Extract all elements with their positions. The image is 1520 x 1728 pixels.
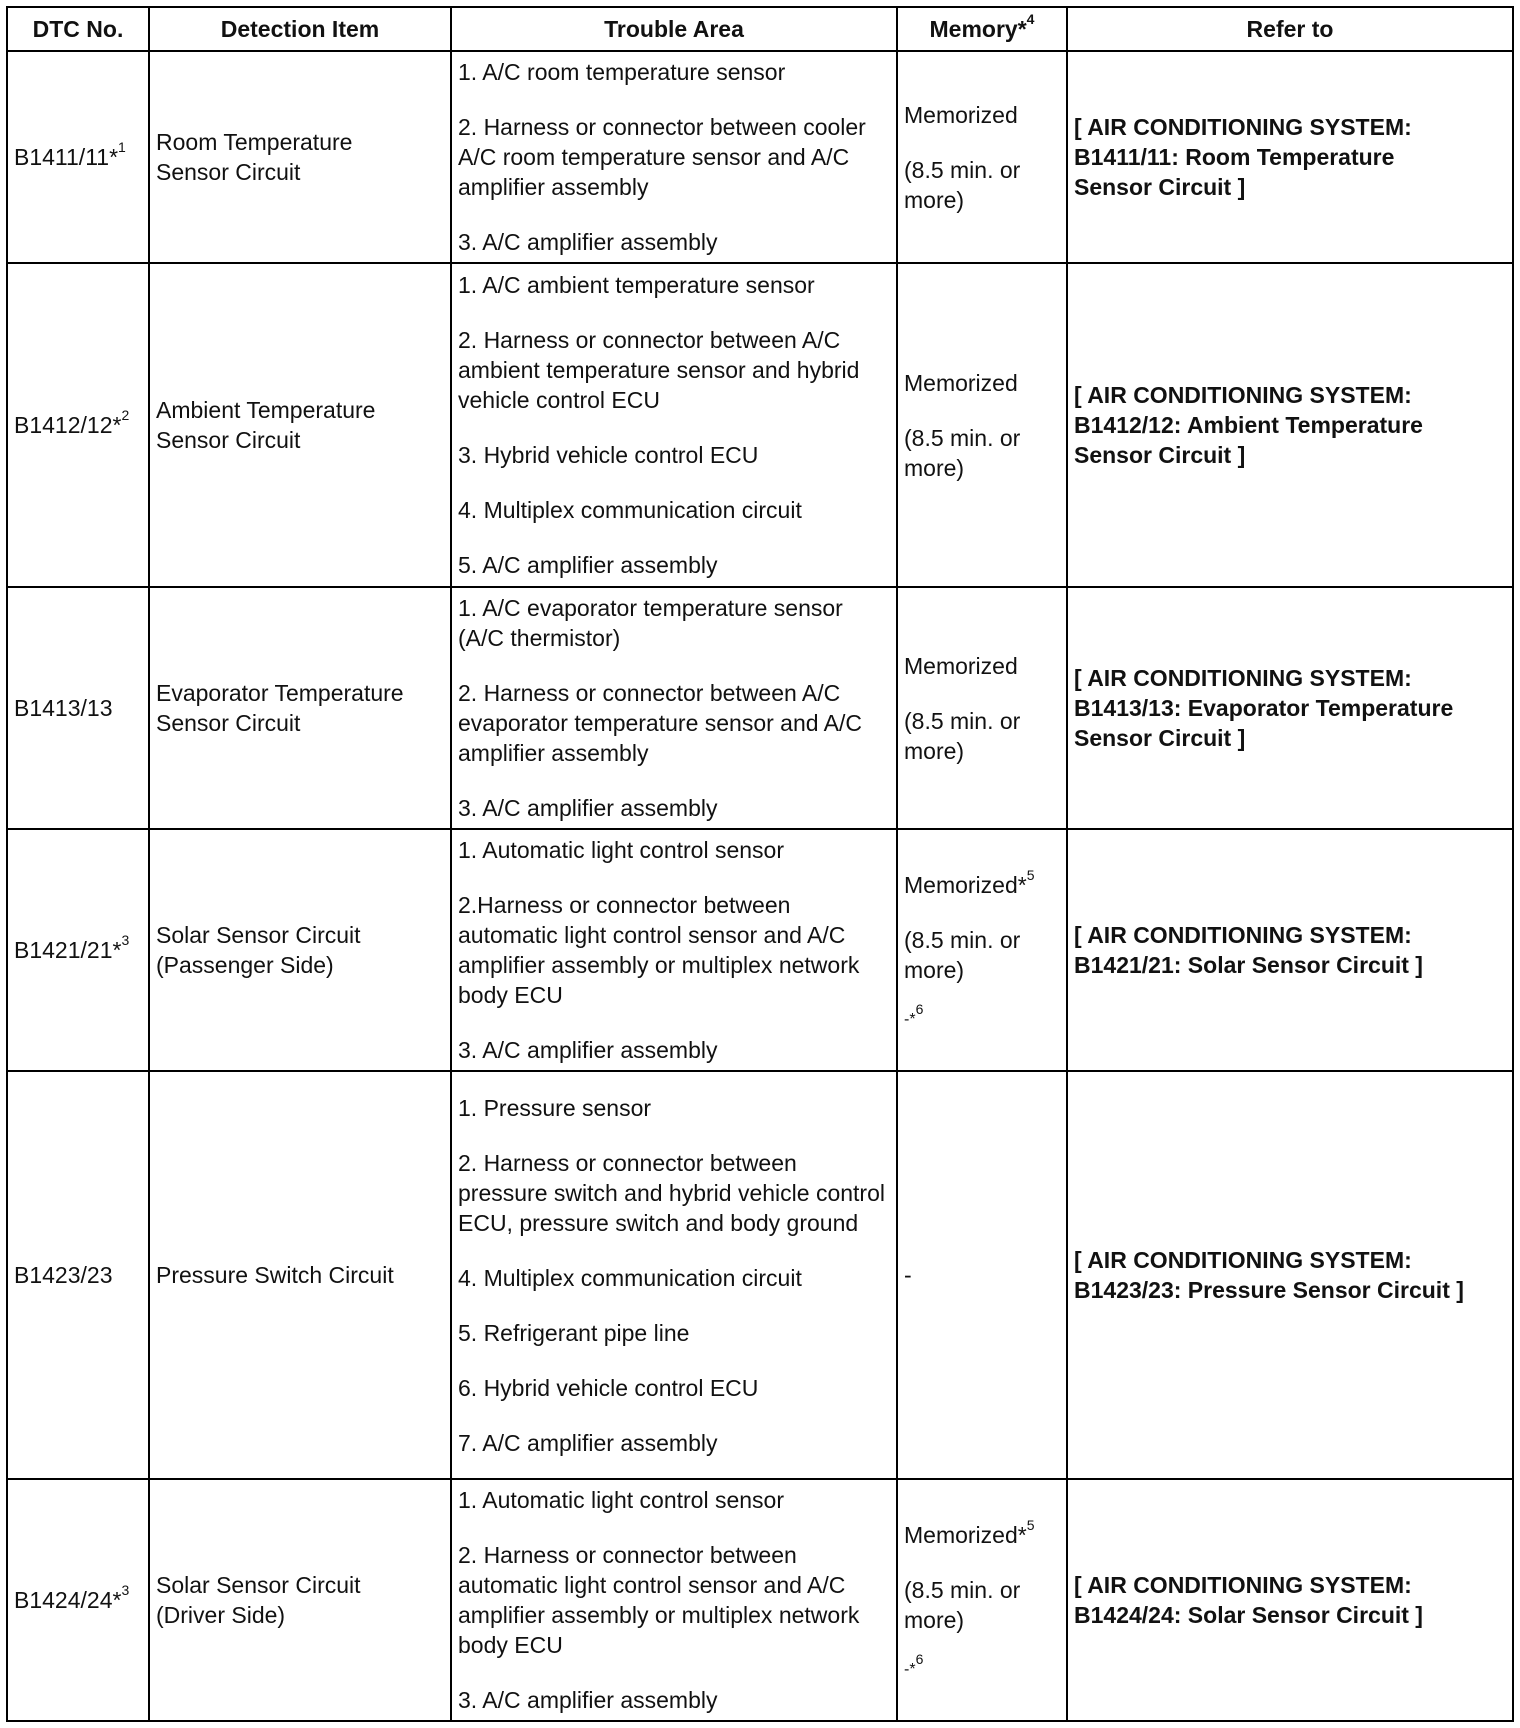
memory-cell (897, 1071, 1067, 1479)
trouble-item: 3. A/C amplifier assembly (458, 1037, 718, 1063)
trouble-item: 3. A/C amplifier assembly (458, 1687, 718, 1713)
dtc-number (7, 1479, 149, 1721)
trouble-item: 1. A/C room temperature sensor (458, 59, 786, 85)
memory-status: Memorized (904, 101, 1018, 128)
memory-footnote: 5 (1026, 1517, 1035, 1534)
dtc-footnote: 3 (121, 932, 130, 949)
memory-status: - (904, 1262, 912, 1288)
dtc-code: B1413/13 (14, 695, 113, 721)
trouble-area (451, 1479, 897, 1721)
header-memory-footnote: 4 (1026, 11, 1035, 28)
dtc-code: B1412/12* (14, 412, 122, 438)
refer-line: B1412/12: Ambient Temperature (1074, 412, 1423, 438)
dtc-footnote: 1 (118, 139, 126, 156)
detection-item (149, 1071, 451, 1479)
refer-line: Sensor Circuit ] (1074, 174, 1246, 200)
memory-cell (897, 587, 1067, 829)
table-row (7, 1479, 1513, 1721)
memory-status (904, 1517, 1060, 1550)
table-row (7, 829, 1513, 1071)
trouble-item: 2. Harness or connector between cooler A/C room temperature sensor and A/C amplifier assembly (458, 114, 866, 200)
dtc-number (7, 51, 149, 263)
trouble-item: 3. A/C amplifier assembly (458, 795, 718, 821)
trouble-item: 5. Refrigerant pipe line (458, 1319, 690, 1346)
trouble-area (451, 1071, 897, 1479)
detection-item (149, 829, 451, 1071)
header-dtc-no: DTC No. (7, 7, 149, 51)
memory-status: Memorized (904, 369, 1018, 396)
detection-item-line: (Driver Side) (156, 1602, 286, 1628)
trouble-area (451, 51, 897, 263)
trouble-item: 2. Harness or connector between A/C ambient temperature sensor and hybrid vehicle control ECU (458, 327, 860, 413)
memory-extra (904, 1650, 1060, 1680)
memory-cell (897, 1479, 1067, 1721)
detection-item-line: Pressure Switch Circuit (156, 1262, 394, 1288)
refer-to-link[interactable] (1067, 1479, 1513, 1721)
refer-line: B1424/24: Solar Sensor Circuit ] (1074, 1602, 1423, 1628)
dtc-code: B1421/21* (14, 937, 122, 963)
table-row (7, 1071, 1513, 1479)
memory-status-text: Memorized* (904, 872, 1027, 898)
trouble-item: 2.Harness or connector between automatic light control sensor and A/C amplifier assembly or multiplex network body ECU (458, 892, 860, 1008)
trouble-item: 3. A/C amplifier assembly (458, 229, 718, 255)
memory-status: Memorized (904, 652, 1018, 679)
trouble-item: 1. A/C evaporator temperature sensor (A/C thermistor) (458, 595, 843, 651)
detection-item-line: Solar Sensor Circuit (156, 922, 361, 948)
memory-extra-text: -* (904, 1661, 916, 1678)
table-row (7, 51, 1513, 263)
trouble-item: 7. A/C amplifier assembly (458, 1429, 718, 1456)
detection-item-line: Sensor Circuit (156, 159, 301, 185)
trouble-item: 2. Harness or connector between A/C evaporator temperature sensor and A/C amplifier assembly (458, 680, 863, 766)
dtc-number (7, 263, 149, 587)
refer-to-link[interactable] (1067, 587, 1513, 829)
refer-line: Sensor Circuit ] (1074, 442, 1246, 468)
memory-duration: (8.5 min. or more) (904, 927, 1021, 983)
header-refer-to: Refer to (1067, 7, 1513, 51)
refer-line: [ AIR CONDITIONING SYSTEM: (1074, 114, 1412, 140)
refer-line: B1411/11: Room Temperature (1074, 144, 1395, 170)
refer-line: Sensor Circuit ] (1074, 725, 1246, 751)
dtc-number (7, 1071, 149, 1479)
trouble-item: 1. Automatic light control sensor (458, 837, 784, 863)
header-row (7, 7, 1513, 51)
memory-extra-footnote: 6 (915, 1000, 924, 1017)
trouble-item: 2. Harness or connector between pressure switch and hybrid vehicle control ECU, pressure switch and body ground (458, 1149, 885, 1236)
memory-cell (897, 829, 1067, 1071)
refer-line: B1421/21: Solar Sensor Circuit ] (1074, 952, 1423, 978)
header-memory (897, 7, 1067, 51)
memory-duration: (8.5 min. or more) (904, 156, 1021, 213)
dtc-footnote: 3 (121, 1582, 130, 1599)
refer-line: [ AIR CONDITIONING SYSTEM: (1074, 665, 1412, 691)
refer-line: [ AIR CONDITIONING SYSTEM: (1074, 1572, 1412, 1598)
memory-extra (904, 1000, 1060, 1030)
detection-item (149, 1479, 451, 1721)
trouble-item: 4. Multiplex communication circuit (458, 497, 802, 523)
detection-item-line: Sensor Circuit (156, 710, 301, 736)
dtc-table (6, 6, 1514, 1722)
detection-item-line: Ambient Temperature (156, 397, 376, 423)
dtc-code: B1423/23 (14, 1262, 113, 1288)
dtc-number (7, 587, 149, 829)
detection-item-line: Room Temperature (156, 129, 353, 155)
trouble-item: 1. Automatic light control sensor (458, 1487, 784, 1513)
refer-to-link[interactable] (1067, 263, 1513, 587)
detection-item (149, 51, 451, 263)
detection-item (149, 587, 451, 829)
refer-line: B1423/23: Pressure Sensor Circuit ] (1074, 1277, 1464, 1303)
dtc-footnote: 2 (121, 407, 130, 424)
trouble-item: 1. Pressure sensor (458, 1094, 652, 1121)
detection-item-line: (Passenger Side) (156, 952, 334, 978)
memory-status (904, 867, 1060, 900)
memory-status-text: Memorized* (904, 1522, 1027, 1548)
trouble-item: 5. A/C amplifier assembly (458, 552, 718, 578)
refer-line: [ AIR CONDITIONING SYSTEM: (1074, 382, 1412, 408)
memory-duration: (8.5 min. or more) (904, 1577, 1021, 1633)
memory-cell (897, 51, 1067, 263)
dtc-number (7, 829, 149, 1071)
trouble-item: 3. Hybrid vehicle control ECU (458, 442, 759, 468)
header-memory-label: Memory* (929, 16, 1027, 42)
refer-to-link[interactable] (1067, 829, 1513, 1071)
header-detection-item: Detection Item (149, 7, 451, 51)
memory-footnote: 5 (1026, 867, 1035, 884)
memory-cell (897, 263, 1067, 587)
refer-to-link[interactable] (1067, 1071, 1513, 1479)
refer-line: [ AIR CONDITIONING SYSTEM: (1074, 922, 1412, 948)
detection-item-line: Evaporator Temperature (156, 680, 404, 706)
memory-extra-footnote: 6 (915, 1650, 924, 1667)
memory-duration: (8.5 min. or more) (904, 424, 1021, 481)
trouble-item: 4. Multiplex communication circuit (458, 1264, 802, 1291)
detection-item-line: Solar Sensor Circuit (156, 1572, 361, 1598)
trouble-area (451, 587, 897, 829)
table-row (7, 587, 1513, 829)
detection-item-line: Sensor Circuit (156, 427, 301, 453)
trouble-item: 2. Harness or connector between automatic light control sensor and A/C amplifier assembly or multiplex network body ECU (458, 1542, 860, 1658)
refer-line: B1413/13: Evaporator Temperature (1074, 695, 1454, 721)
refer-to-link[interactable] (1067, 51, 1513, 263)
memory-duration: (8.5 min. or more) (904, 707, 1021, 764)
trouble-area (451, 829, 897, 1071)
detection-item (149, 263, 451, 587)
table-row (7, 263, 1513, 587)
dtc-code: B1411/11* (14, 144, 119, 170)
trouble-area (451, 263, 897, 587)
trouble-item: 1. A/C ambient temperature sensor (458, 272, 815, 298)
dtc-code: B1424/24* (14, 1587, 122, 1613)
header-trouble-area: Trouble Area (451, 7, 897, 51)
trouble-item: 6. Hybrid vehicle control ECU (458, 1374, 759, 1401)
memory-extra-text: -* (904, 1011, 916, 1028)
refer-line: [ AIR CONDITIONING SYSTEM: (1074, 1247, 1412, 1273)
